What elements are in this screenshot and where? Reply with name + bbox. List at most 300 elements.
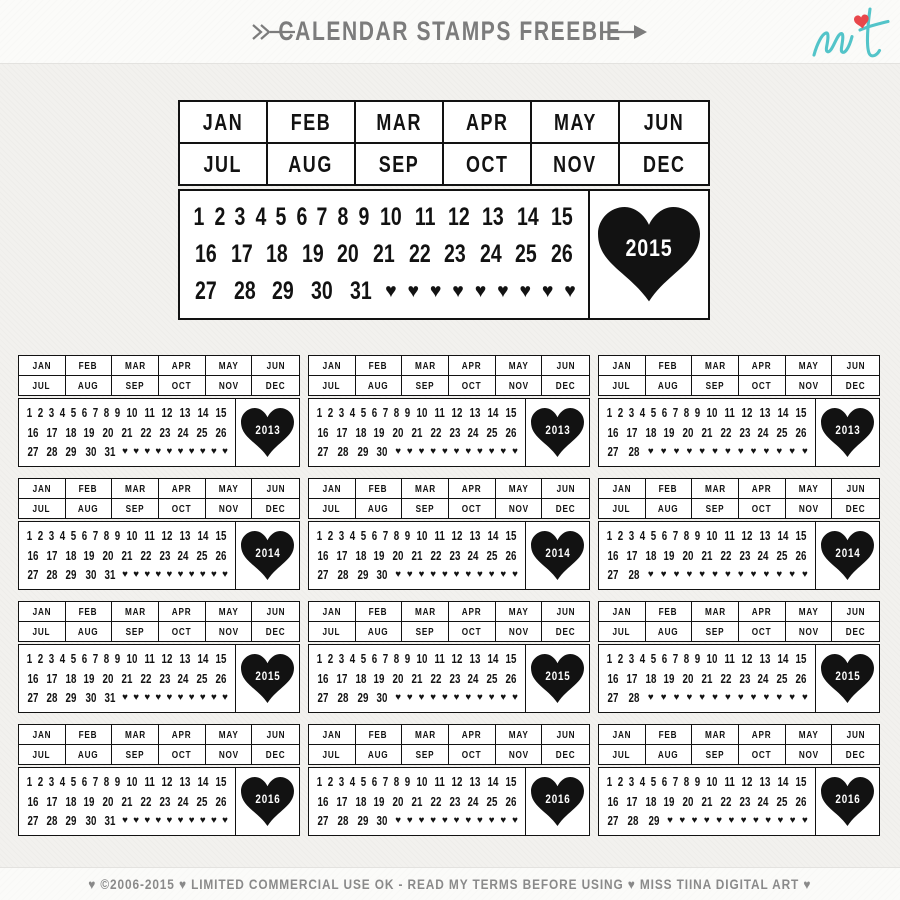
heart-icon: ♥ (406, 569, 413, 581)
month-cell (356, 622, 403, 641)
month-cell (786, 745, 833, 764)
day-number: 29 (357, 445, 368, 460)
day-number: 30 (376, 445, 388, 460)
month-label: MAY (508, 359, 529, 372)
month-cell (739, 479, 786, 499)
month-cell (206, 356, 253, 376)
heart-icon: ♥ (430, 569, 437, 581)
month-label: MAR (414, 482, 436, 495)
month-cell (309, 745, 356, 764)
day-number: 6 (371, 405, 378, 420)
day-number: 12 (741, 651, 753, 666)
day-number: 30 (85, 691, 97, 706)
month-label: JUL (322, 379, 341, 392)
months-grid (308, 724, 590, 765)
day-number: 27 (607, 568, 619, 583)
day-number: 5 (360, 774, 367, 789)
day-number: 8 (393, 405, 400, 420)
month-label: SEP (415, 748, 435, 761)
day-number: 25 (196, 671, 208, 686)
year-label: 2016 (254, 791, 281, 806)
day-number: 23 (159, 794, 170, 809)
month-label: JUL (612, 502, 631, 515)
day-number: 28 (627, 814, 639, 829)
day-number: 20 (392, 794, 404, 809)
month-cell (646, 356, 693, 376)
heart-icon: ♥ (763, 446, 770, 458)
day-number: 25 (196, 425, 208, 440)
month-label: DEC (265, 379, 286, 392)
heart-icon: ♥ (406, 815, 413, 827)
month-label: FEB (659, 728, 678, 741)
calendar-stamp-2013-v30 (308, 355, 590, 467)
day-number: 12 (451, 651, 463, 666)
day-number: 16 (607, 794, 619, 809)
month-cell (786, 499, 833, 518)
day-rows (599, 768, 815, 835)
heart-icon: ♥ (712, 569, 718, 581)
month-cell (252, 725, 299, 745)
month-cell (692, 376, 739, 395)
day-number: 28 (337, 691, 349, 706)
day-number: 7 (672, 774, 679, 789)
day-number: 4 (59, 405, 66, 420)
month-cell (646, 622, 693, 641)
day-number: 8 (683, 774, 690, 789)
day-number: 18 (355, 548, 366, 563)
day-number: 25 (486, 671, 498, 686)
day-number: 6 (81, 405, 88, 420)
month-cell (206, 499, 253, 518)
heart-icon: ♥ (166, 569, 173, 581)
month-label: APR (462, 605, 482, 618)
heart-icon: ♥ (673, 569, 680, 581)
day-number: 5 (360, 405, 367, 420)
day-number: 20 (102, 794, 114, 809)
day-rows (599, 522, 815, 589)
day-number: 11 (724, 774, 735, 789)
day-number: 16 (195, 240, 217, 268)
heart-icon: ♥ (750, 569, 757, 581)
heart-icon: ♥ (122, 815, 128, 827)
month-cell (206, 745, 253, 764)
heart-icon: ♥ (763, 569, 770, 581)
day-number: 19 (663, 425, 675, 440)
day-number: 1 (26, 651, 33, 666)
month-label: JUN (556, 482, 576, 495)
day-number: 24 (757, 794, 769, 809)
day-number: 1 (316, 774, 323, 789)
day-number: 7 (672, 651, 679, 666)
month-cell (599, 622, 646, 641)
day-number: 7 (382, 774, 389, 789)
day-number: 7 (382, 651, 389, 666)
calendar-stamp-2014-v31 (18, 478, 300, 590)
day-number: 12 (741, 528, 753, 543)
month-label: MAY (218, 605, 239, 618)
heart-icon: ♥ (789, 569, 795, 581)
month-cell (159, 479, 206, 499)
month-label: MAR (704, 728, 726, 741)
day-number: 24 (177, 671, 189, 686)
day-number: 3 (628, 528, 635, 543)
day-row (316, 406, 518, 420)
year-label: 2015 (544, 668, 571, 683)
month-cell (599, 725, 646, 745)
month-label: JUN (846, 728, 866, 741)
month-label: MAY (798, 728, 819, 741)
calendar-stamp-2013-v28 (598, 355, 880, 467)
month-cell (739, 602, 786, 622)
day-number: 28 (233, 277, 256, 305)
month-label: OCT (752, 379, 772, 392)
day-number: 26 (215, 671, 227, 686)
heart-icon: ♥ (474, 279, 487, 302)
month-cell (66, 376, 113, 395)
day-number: 19 (663, 548, 675, 563)
day-number: 29 (272, 277, 295, 305)
day-number: 8 (103, 651, 110, 666)
month-cell (646, 499, 693, 518)
day-number: 26 (505, 548, 517, 563)
day-number: 3 (628, 774, 635, 789)
month-cell (402, 725, 449, 745)
month-cell (786, 356, 833, 376)
day-number: 11 (144, 651, 155, 666)
month-label: OCT (462, 748, 482, 761)
day-number: 9 (404, 774, 411, 789)
day-number: 1 (26, 774, 33, 789)
month-cell (449, 745, 496, 764)
day-number: 16 (317, 794, 329, 809)
day-number: 5 (650, 528, 657, 543)
month-label: MAY (508, 605, 529, 618)
day-number: 13 (179, 651, 191, 666)
day-number: 5 (650, 405, 657, 420)
month-cell (646, 479, 693, 499)
day-number: 10 (706, 774, 718, 789)
day-number: 10 (416, 528, 428, 543)
month-cell (599, 356, 646, 376)
heart-icon: ♥ (716, 815, 722, 827)
day-row (316, 568, 518, 582)
day-number: 11 (724, 528, 735, 543)
heart-icon: ♥ (465, 569, 472, 581)
day-number: 17 (626, 548, 638, 563)
month-label: SEP (415, 625, 435, 638)
day-number: 25 (486, 425, 498, 440)
day-number: 11 (144, 405, 155, 420)
day-number: 20 (682, 671, 694, 686)
month-cell (402, 602, 449, 622)
month-cell (309, 479, 356, 499)
day-row (606, 672, 808, 686)
month-cell (66, 745, 113, 764)
month-label: OCT (465, 150, 509, 177)
month-cell (159, 622, 206, 641)
month-cell (542, 745, 589, 764)
day-number: 18 (65, 548, 76, 563)
day-row (606, 568, 808, 582)
month-cell (646, 745, 693, 764)
month-label: FEB (79, 482, 98, 495)
heart-icon: ♥ (564, 279, 576, 302)
heart-icon: ♥ (395, 692, 401, 704)
heart-icon: ♥ (512, 446, 518, 458)
month-cell (786, 376, 833, 395)
heart-icon: ♥ (199, 569, 206, 581)
month-label: MAY (508, 728, 529, 741)
month-cell (206, 622, 253, 641)
month-cell (159, 602, 206, 622)
month-label: FEB (369, 482, 388, 495)
day-number: 26 (215, 425, 227, 440)
month-label: NOV (798, 379, 819, 392)
day-number: 26 (795, 794, 807, 809)
day-number: 31 (104, 568, 116, 583)
day-number: 3 (338, 774, 345, 789)
day-number: 3 (338, 651, 345, 666)
heart-icon: ♥ (133, 815, 139, 827)
month-cell (646, 602, 693, 622)
day-number: 18 (645, 794, 656, 809)
month-cell (739, 499, 786, 518)
day-number: 2 (617, 528, 624, 543)
months-grid (18, 355, 300, 396)
month-label: APR (172, 605, 192, 618)
day-row (316, 652, 518, 666)
month-label: OCT (752, 625, 772, 638)
day-number: 12 (451, 405, 463, 420)
day-number: 17 (336, 671, 348, 686)
day-number: 13 (759, 405, 771, 420)
month-cell (66, 622, 113, 641)
heart-icon: ♥ (155, 692, 162, 704)
day-number: 3 (234, 203, 246, 231)
day-row (606, 814, 808, 828)
heart-icon: ♥ (750, 446, 757, 458)
months-grid (178, 100, 710, 186)
calendar-stamp-2016-v30 (308, 724, 590, 836)
day-number: 22 (430, 425, 442, 440)
heart-icon: ♥ (724, 569, 731, 581)
month-label: JUN (846, 482, 866, 495)
days-and-year (598, 767, 880, 836)
day-rows (309, 399, 525, 466)
heart-icon: ♥ (177, 815, 184, 827)
day-rows (19, 645, 235, 712)
day-number: 13 (759, 528, 771, 543)
day-number: 13 (179, 405, 191, 420)
heart-icon: ♥ (679, 815, 686, 827)
day-number: 22 (430, 548, 442, 563)
day-number: 31 (349, 277, 372, 305)
month-label: NOV (218, 748, 239, 761)
day-number: 13 (469, 405, 481, 420)
day-number: 16 (27, 425, 39, 440)
month-label: NOV (218, 625, 239, 638)
heart-icon: ♥ (477, 815, 483, 827)
heart-icon: ♥ (395, 569, 401, 581)
year-heart (525, 522, 589, 589)
day-number: 14 (777, 774, 789, 789)
day-number: 26 (505, 671, 517, 686)
day-number: 9 (404, 405, 411, 420)
day-number: 16 (607, 671, 619, 686)
month-cell (542, 479, 589, 499)
day-number: 28 (337, 814, 349, 829)
day-row (316, 814, 518, 828)
month-label: OCT (462, 379, 482, 392)
month-label: JAN (322, 359, 342, 372)
heart-icon: ♥ (703, 815, 710, 827)
day-row (606, 691, 808, 705)
month-cell (206, 479, 253, 499)
heart-icon: ♥ (453, 692, 460, 704)
day-number: 6 (81, 774, 88, 789)
heart-icon: ♥ (500, 815, 507, 827)
day-number: 21 (411, 548, 423, 563)
month-cell (832, 602, 879, 622)
month-cell (66, 479, 113, 499)
month-cell (112, 602, 159, 622)
month-cell (112, 499, 159, 518)
day-number: 29 (357, 691, 368, 706)
days-and-year (308, 767, 590, 836)
day-number: 24 (467, 671, 479, 686)
day-number: 14 (487, 651, 499, 666)
month-label: JUN (846, 605, 866, 618)
day-row (192, 240, 576, 269)
month-label: FEB (369, 359, 388, 372)
month-label: MAR (704, 482, 726, 495)
heart-icon: ♥ (497, 279, 509, 302)
day-number: 3 (628, 651, 635, 666)
heart-icon: ♥ (763, 692, 770, 704)
day-number: 7 (382, 528, 389, 543)
day-number: 12 (451, 774, 463, 789)
day-number: 27 (27, 445, 39, 460)
day-number: 22 (720, 794, 732, 809)
month-cell (832, 479, 879, 499)
day-number: 11 (434, 774, 445, 789)
day-number: 22 (140, 548, 152, 563)
year-label: 2016 (834, 791, 861, 806)
day-number: 13 (179, 528, 191, 543)
day-number: 19 (83, 794, 95, 809)
months-grid (598, 601, 880, 642)
day-number: 3 (338, 528, 345, 543)
month-cell (309, 376, 356, 395)
day-number: 20 (102, 671, 114, 686)
day-number: 29 (65, 445, 77, 460)
footer-bar (0, 867, 900, 900)
heart-icon: ♥ (477, 569, 483, 581)
day-number: 3 (48, 405, 55, 420)
day-number: 25 (196, 548, 208, 563)
heart-icon: ♥ (222, 815, 228, 827)
heart-icon: ♥ (737, 446, 744, 458)
month-label: OCT (172, 379, 192, 392)
month-cell (832, 745, 879, 764)
month-label: JUN (266, 605, 286, 618)
month-cell (252, 479, 299, 499)
day-number: 7 (382, 405, 389, 420)
month-label: FEB (659, 482, 678, 495)
day-number: 13 (759, 774, 771, 789)
day-number: 18 (65, 794, 76, 809)
day-number: 6 (661, 651, 668, 666)
month-cell (180, 102, 268, 144)
day-number: 5 (360, 651, 367, 666)
day-number: 18 (355, 794, 366, 809)
day-number: 9 (358, 203, 369, 231)
day-row (606, 652, 808, 666)
days-and-year (18, 521, 300, 590)
heart-icon: ♥ (660, 446, 667, 458)
days-and-year (598, 644, 880, 713)
month-cell (402, 376, 449, 395)
day-number: 25 (776, 671, 788, 686)
month-label: MAR (124, 605, 146, 618)
day-number: 25 (776, 794, 788, 809)
day-number: 8 (683, 405, 690, 420)
month-cell (496, 622, 543, 641)
day-number: 5 (70, 774, 77, 789)
day-number: 2 (327, 405, 334, 420)
heart-icon: ♥ (199, 446, 206, 458)
heart-icon: ♥ (686, 692, 693, 704)
year-label: 2014 (544, 545, 571, 560)
day-number: 26 (505, 794, 517, 809)
month-cell (66, 356, 113, 376)
day-number: 15 (505, 528, 517, 543)
month-cell (646, 725, 693, 745)
month-label: MAR (124, 728, 146, 741)
day-number: 21 (121, 425, 133, 440)
month-cell (159, 725, 206, 745)
month-label: DEC (845, 379, 866, 392)
day-number: 24 (177, 794, 189, 809)
heart-icon: ♥ (802, 692, 808, 704)
day-number: 14 (487, 528, 499, 543)
day-number: 23 (449, 794, 460, 809)
month-label: JUN (266, 359, 286, 372)
heart-icon: ♥ (418, 446, 425, 458)
heart-icon: ♥ (673, 692, 680, 704)
day-number: 19 (373, 425, 385, 440)
month-cell (496, 376, 543, 395)
month-cell (692, 479, 739, 499)
day-number: 8 (103, 405, 110, 420)
heart-icon: ♥ (740, 815, 747, 827)
heart-icon: ♥ (465, 692, 472, 704)
heart-icon: ♥ (453, 569, 460, 581)
heart-icon: ♥ (452, 279, 464, 302)
month-label: NOV (218, 379, 239, 392)
heart-icon: ♥ (222, 446, 228, 458)
day-number: 27 (317, 445, 329, 460)
heart-icon: ♥ (500, 569, 507, 581)
day-number: 15 (505, 405, 517, 420)
month-label: JAN (612, 605, 632, 618)
month-cell (206, 725, 253, 745)
heart-icon: ♥ (488, 815, 495, 827)
month-label: JUL (322, 748, 341, 761)
day-number: 8 (683, 651, 690, 666)
heart-icon: ♥ (155, 569, 162, 581)
day-number: 10 (416, 651, 428, 666)
